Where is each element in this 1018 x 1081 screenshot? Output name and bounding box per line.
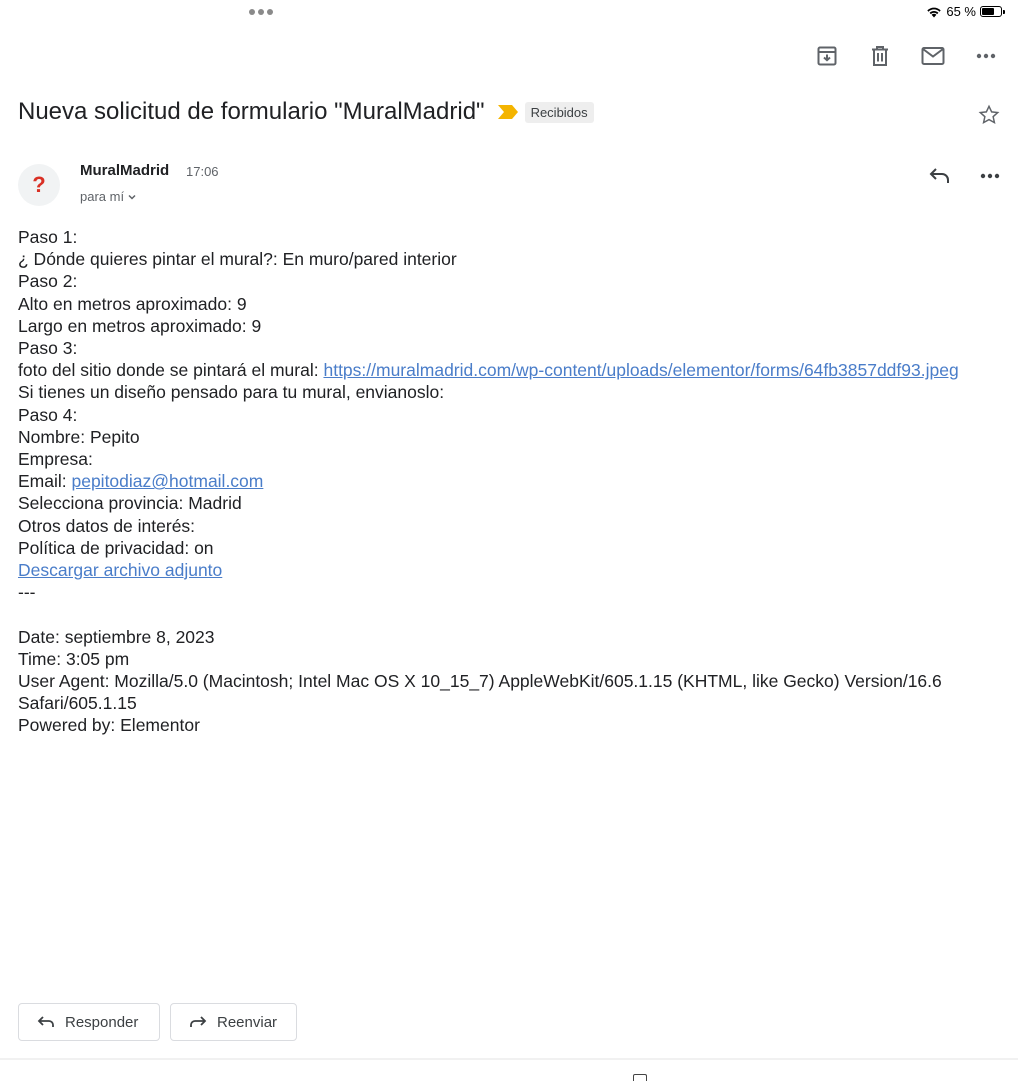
body-line: Política de privacidad: on [18,537,214,558]
body-line: --- [18,582,36,603]
email-body [18,226,998,737]
body-line: Powered by: Elementor [18,715,200,736]
body-blank-line [18,603,998,625]
body-line: Paso 1: [18,227,78,247]
email-subject: Nueva solicitud de formulario "MuralMadrid" [18,98,485,125]
subject-row [18,94,1000,130]
status-indicators [926,4,1002,19]
forward-button[interactable] [170,1003,297,1041]
mark-unread-button[interactable] [919,42,947,70]
email-address-link[interactable]: pepitodiaz@hotmail.com [71,471,264,492]
reply-button-label: Responder [65,1013,139,1031]
star-icon[interactable] [978,104,1000,126]
body-line: Date: septiembre 8, 2023 [18,626,215,647]
importance-marker-icon[interactable] [497,103,519,121]
more-horizontal-icon [976,53,996,59]
multitask-dots-icon[interactable] [249,9,273,15]
archive-icon [816,45,838,67]
body-line [18,559,998,581]
reply-icon[interactable] [928,166,952,186]
delete-button[interactable] [866,42,894,70]
body-line: Empresa: [18,449,93,470]
body-line: Otros datos de interés: [18,515,196,536]
reply-button[interactable] [18,1003,160,1041]
bottom-divider [0,1058,1018,1060]
inbox-label-chip[interactable]: Recibidos [525,102,594,123]
sent-time: 17:06 [186,164,219,179]
recipient-label: para mí [80,189,125,204]
more-horizontal-icon[interactable] [980,166,1000,186]
avatar-question-icon: ? [32,172,46,197]
battery-percentage: 65 % [946,4,976,19]
more-options-button[interactable] [972,42,1000,70]
body-line: Si tienes un diseño pensado para tu mural, envianoslo: [18,382,445,403]
mail-icon [921,46,945,66]
body-line: ¿ Dónde quieres pintar el mural?: En muro/pared interior [18,249,457,270]
body-line: Nombre: Pepito [18,426,140,447]
trash-icon [870,45,890,67]
message-actions [18,1003,297,1041]
reply-icon [37,1015,55,1029]
message-toolbar [813,42,1000,70]
photo-link[interactable]: https://muralmadrid.com/wp-content/uploads/elementor/forms/64fb3857ddf93.jpeg [323,360,959,381]
sender-avatar[interactable] [18,164,60,206]
email-label: Email: [18,471,72,492]
archive-button[interactable] [813,42,841,70]
body-line: Paso 2: [18,271,78,292]
forward-button-label: Reenviar [217,1013,278,1031]
body-line: Paso 4: [18,404,78,425]
photo-label: foto del sitio donde se pintará el mural: [18,360,324,381]
status-bar [0,0,1018,26]
recipient-details-toggle[interactable] [80,189,137,204]
forward-icon [189,1015,207,1029]
body-line: User Agent: Mozilla/5.0 (Macintosh; Intel Mac OS X 10_15_7) AppleWebKit/605.1.15 (KHTML, like Gecko) Version/16.6 Safari/605.1.15 [18,671,947,714]
body-line [18,359,998,381]
wifi-icon [926,6,942,18]
body-line: Selecciona provincia: Madrid [18,493,242,514]
body-line: Paso 3: [18,338,78,359]
body-line [18,470,998,492]
sender-header [18,160,1000,210]
download-attachment-link[interactable]: Descargar archivo adjunto [18,560,223,581]
body-line: Largo en metros aproximado: 9 [18,315,262,336]
body-line: Time: 3:05 pm [18,648,130,669]
battery-icon [980,6,1002,17]
body-line: Alto en metros aproximado: 9 [18,293,247,314]
sender-name[interactable]: MuralMadrid [80,162,170,179]
chevron-down-icon [127,193,137,201]
